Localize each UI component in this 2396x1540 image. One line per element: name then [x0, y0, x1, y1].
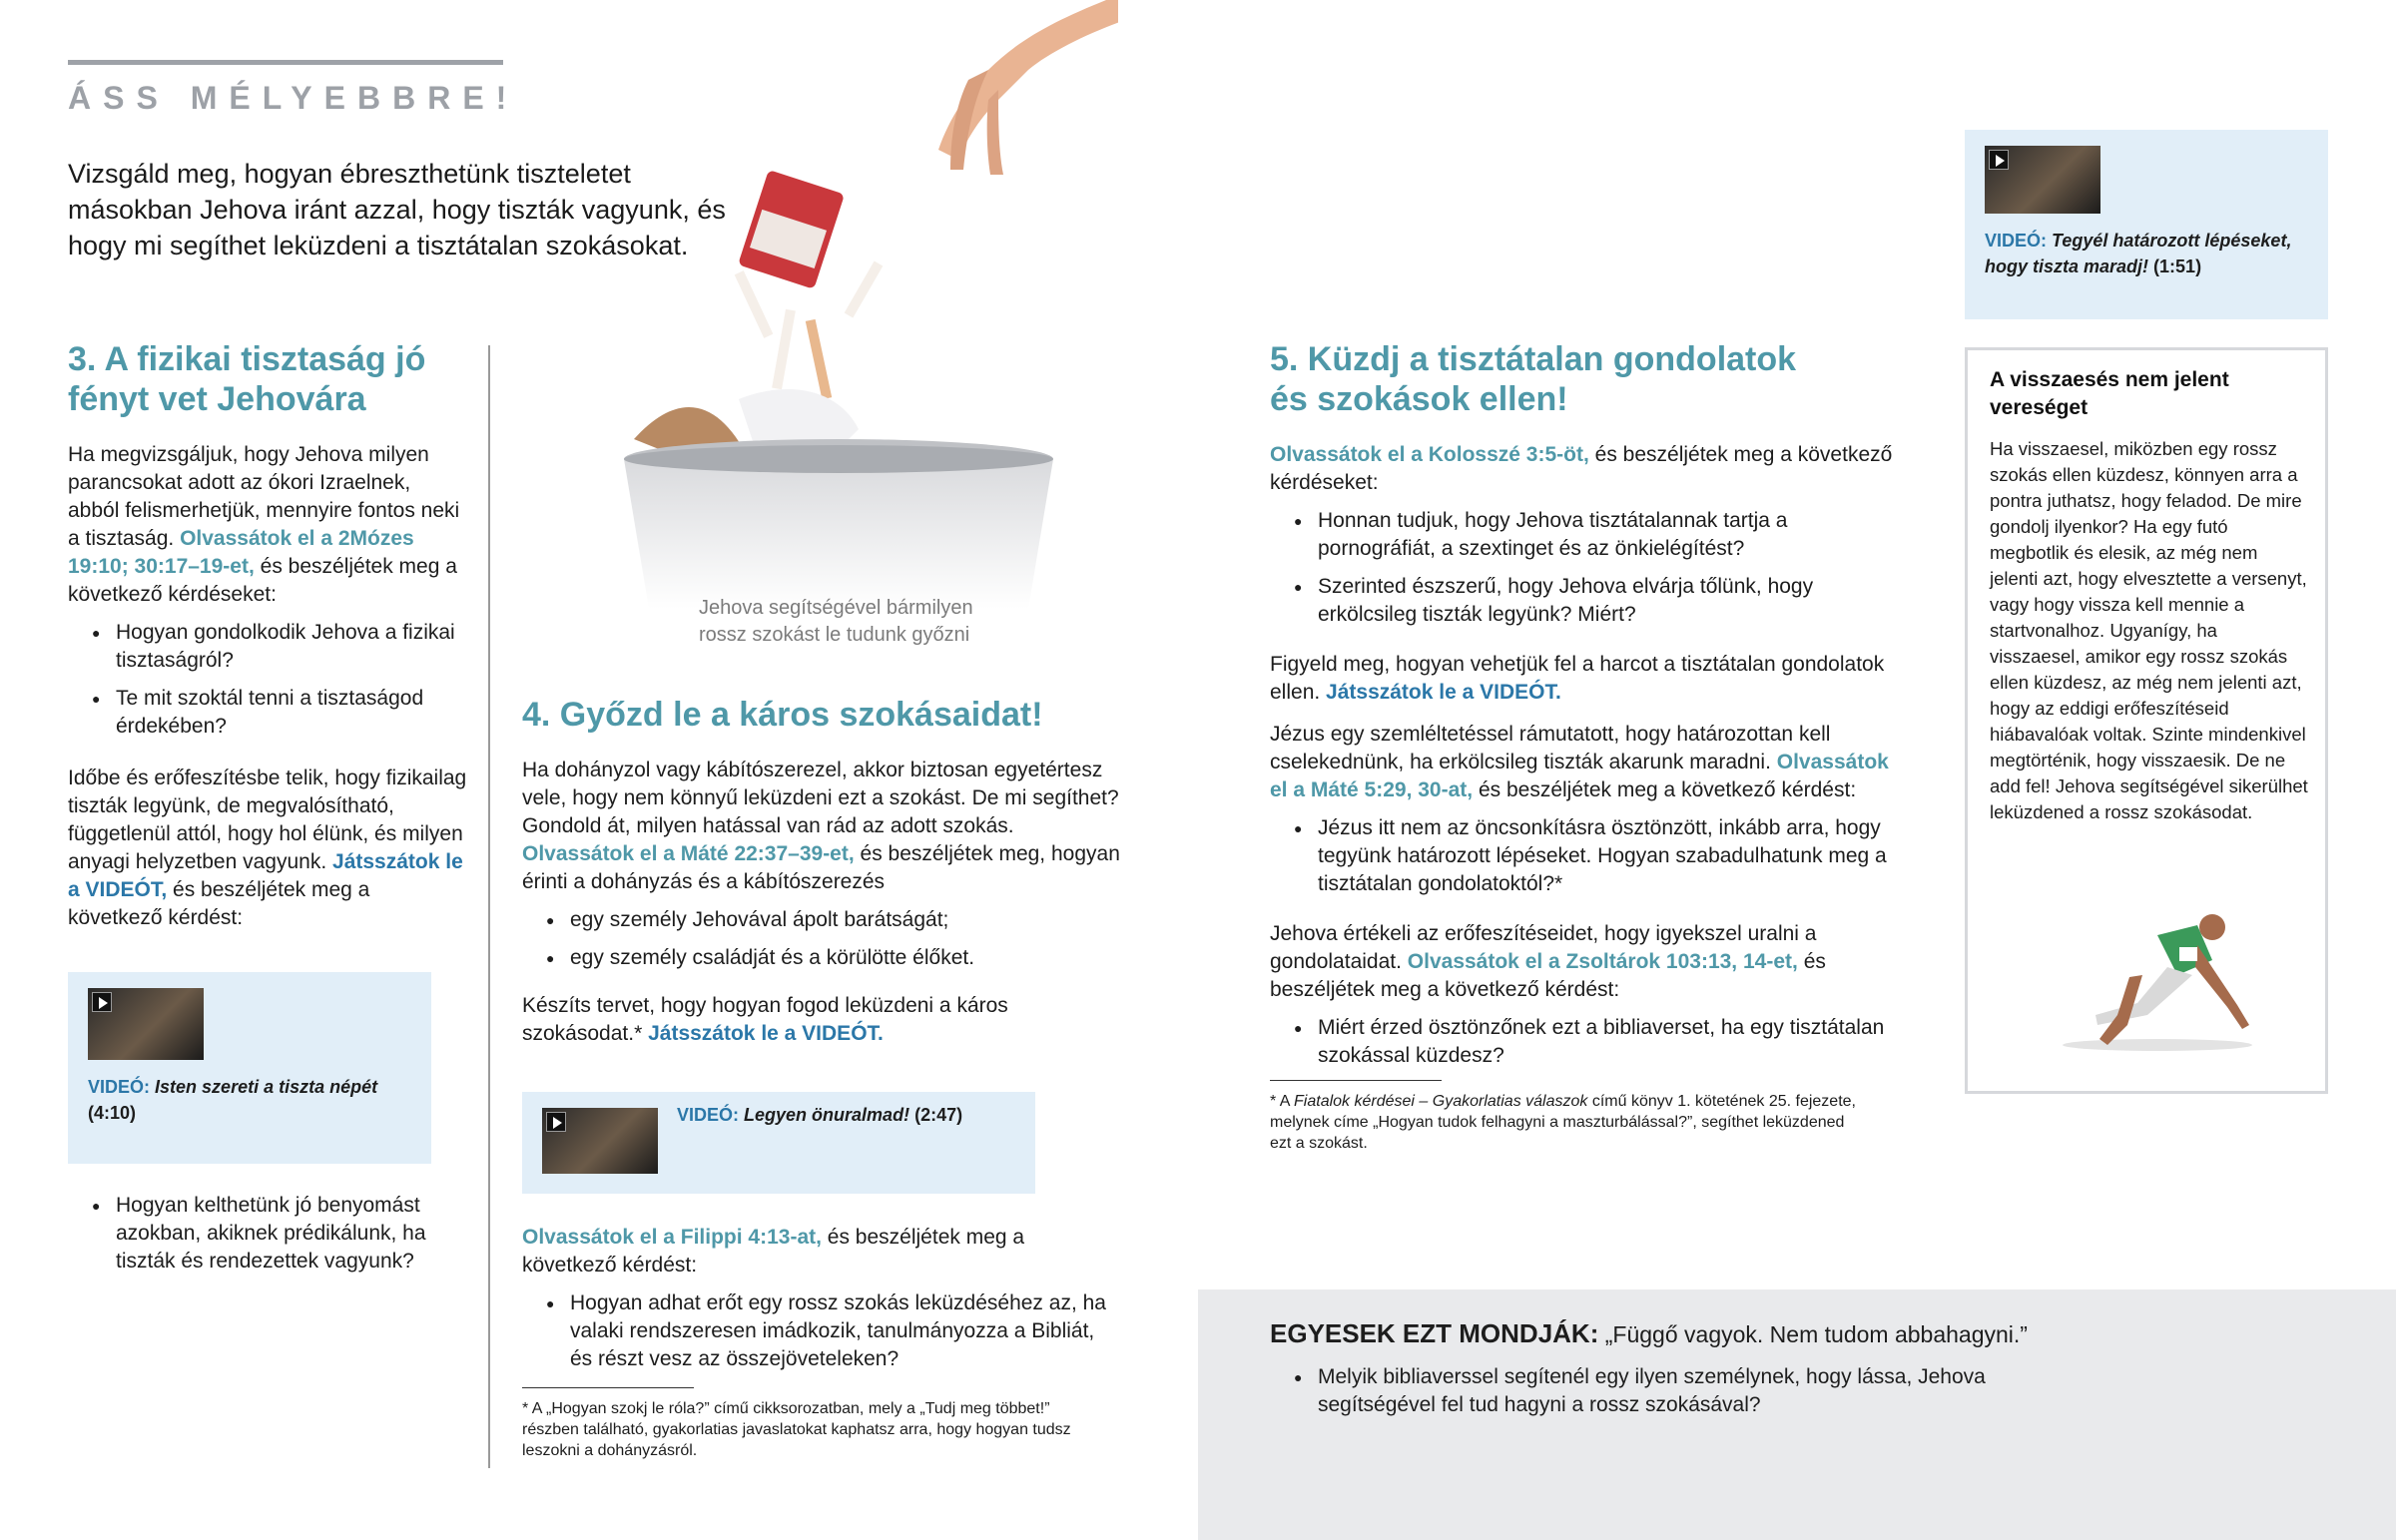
video-title[interactable]: Tegyél határozott lépéseket, hogy tiszta maradj!	[1985, 231, 2292, 276]
some-say-questions	[1270, 1353, 1989, 1419]
video-duration: (1:51)	[2153, 257, 2202, 276]
play-icon[interactable]	[1989, 150, 2009, 170]
footnote-rule	[1270, 1080, 1442, 1081]
trash-bin-illustration	[559, 0, 1118, 609]
section5-para2	[1270, 651, 1907, 707]
section3-para1-text: Ha megvizsgáljuk, hogy Jehova milyen parancsokat adott az ókori Izraelnek, abból felismerhetjük, mennyire fontos neki a tisztaság.	[68, 443, 460, 550]
section4-footnote: * A „Hogyan szokj le róla?” című cikksorozatban, mely a „Tudj meg többet!” részben található, gyakorlatias javaslatokat kaphatsz arra, hogy hogyan tudsz leszokni a dohányzásról.	[522, 1400, 1071, 1459]
video-thumbnail[interactable]	[88, 988, 204, 1060]
title-rule	[68, 60, 503, 65]
video-caption	[88, 1074, 407, 1126]
section3-para1-end: és beszéljétek meg a következő kérdéseket:	[68, 555, 457, 606]
section5-para4-text: Jehova értékeli az erőfeszítéseidet, hogy igyekszel uralni a gondolataidat.	[1270, 922, 1817, 973]
section5-heading: 5. Küzdj a tisztátalan gondolatok és szokások ellen!	[1270, 340, 1797, 418]
section5-questions	[1270, 507, 1907, 629]
scripture-link-psalms[interactable]: Olvassátok el a Zsoltárok 103:13, 14-et,	[1407, 950, 1798, 973]
section4-column	[522, 695, 1121, 1048]
video-duration: (4:10)	[88, 1103, 137, 1123]
video-caption	[677, 1102, 1026, 1128]
section3-para2-text: Időbe és erőfeszítésbe telik, hogy fizikailag tiszták legyünk, de megvalósítható, függetlenül attól, hogy hol élünk, és milyen anyagi helyzetben vagyunk.	[68, 767, 467, 873]
section5-para4-end: és beszéljétek meg a következő kérdést:	[1270, 950, 1826, 1001]
video-thumbnail[interactable]	[1985, 146, 2100, 214]
section4-para1	[522, 757, 1121, 896]
list-item: ● Hogyan kelthetünk jó benyomást azokban, akiknek prédikálunk, ha tiszták és rendezettek vagyunk?	[68, 1192, 467, 1276]
video-caption	[1985, 228, 2320, 279]
play-icon[interactable]	[546, 1112, 566, 1132]
video-duration: (2:47)	[914, 1105, 963, 1125]
play-video-link[interactable]: Játsszátok le a VIDEÓT.	[648, 1022, 884, 1045]
section4-para2-text: Készíts tervet, hogy hogyan fogod leküzdeni a káros szokásodat.*	[522, 994, 1008, 1045]
section3-heading: 3. A fizikai tisztaság jó fényt vet Jehovára	[68, 340, 426, 418]
section5-para3	[1270, 721, 1907, 804]
footnote-book-title: Fiatalok kérdései – Gyakorlatias válaszok	[1294, 1093, 1588, 1110]
sidebar-title: A visszaesés nem jelent vereséget	[1990, 368, 2229, 419]
list-item: ● egy személy Jehovával ápolt barátságát;	[522, 906, 1121, 934]
video-label: VIDEÓ:	[88, 1077, 151, 1097]
video-title[interactable]: Isten szereti a tiszta népét	[155, 1077, 378, 1097]
section5-questions-2	[1270, 814, 1907, 898]
section5-para3-end: és beszéljétek meg a következő kérdést:	[1478, 778, 1857, 801]
section5-footnote	[1270, 1091, 1869, 1154]
video-title[interactable]: Legyen önuralmad!	[744, 1105, 910, 1125]
footnote-post: című könyv 1. kötetének 25. fejezete, melynek címe „Hogyan tudok felhagyni a maszturbálással?”, segíthet leküzdened ezt a szokást.	[1270, 1093, 1856, 1152]
some-say-label: EGYESEK EZT MONDJÁK:	[1270, 1318, 1599, 1348]
section5-para1-end: és beszéljétek meg a következő kérdéseket:	[1270, 443, 1893, 494]
section5-para4	[1270, 920, 1907, 1004]
stumbling-runner-illustration	[2038, 905, 2277, 1055]
section3-para2	[68, 765, 467, 932]
scripture-link-matthew5[interactable]: Olvassátok el a Máté 5:29, 30-at,	[1270, 751, 1889, 801]
section4-para1-end: és beszéljétek meg, hogyan érinti a dohányzás és a kábítószerezés	[522, 842, 1120, 893]
column-divider	[488, 345, 490, 1468]
section3-column	[68, 339, 467, 932]
list-item: ● Hogyan gondolkodik Jehova a fizikai tisztaságról?	[68, 619, 467, 675]
video-label: VIDEÓ:	[677, 1105, 740, 1125]
some-say-line	[1270, 1317, 2268, 1350]
sidebar-text: Ha visszaesel, miközben egy rossz szokás ellen küzdesz, könnyen arra a pontra juthatsz, hogy feladod. De mire gondolj ilyenkor? Ha egy futó megbotlik és elesik, az még nem jelenti azt, hogy elvesztette a versenyt, vagy hogy vissza kell mennie a startvonalhoz. Ugyanígy, ha visszaesel, amikor egy rossz szokás ellen küzdesz, az még nem jelenti azt, hogy az eddigi erőfeszítéseid hiábavalóak voltak. Szinte mindenkivel megtörténik, hogy visszaesik. De ne add fel! Jehova segítségével sikerülhet leküzdened a rossz szokásodat.	[1990, 438, 2308, 822]
section5-questions-3	[1270, 1014, 1907, 1070]
list-item: ● Miért érzed ösztönzőnek ezt a bibliaverset, ha egy tisztátalan szokással küzdesz?	[1270, 1014, 1907, 1070]
video-card-clean-people[interactable]	[68, 972, 431, 1164]
section5-column	[1270, 339, 1907, 1154]
section-title: ÁSS MÉLYEBBRE!	[68, 80, 519, 116]
scripture-link-exodus[interactable]: Olvassátok el a 2Mózes 19:10; 30:17–19-et,	[68, 527, 414, 578]
section4-para1-text: Ha dohányzol vagy kábítószerezel, akkor biztosan egyetértesz vele, hogy nem könnyű leküzdeni ezt a szokást. De mi segíthet? Gondold át, milyen hatással van rád az adott szokás.	[522, 759, 1119, 837]
list-item: ● Melyik bibliaverssel segítenél egy ilyen személynek, hogy lássa, Jehova segítségével fel tud hagyni a rossz szokásával?	[1270, 1363, 1989, 1419]
list-item: ● egy személy családját és a körülötte élőket.	[522, 944, 1121, 972]
scripture-link-matthew22[interactable]: Olvassátok el a Máté 22:37–39-et,	[522, 842, 855, 865]
footnote-rule	[522, 1387, 694, 1388]
list-item: ● Te mit szoktál tenni a tisztaságod érdekében?	[68, 685, 467, 741]
section4-para3	[522, 1224, 1121, 1280]
section4-questions	[522, 1289, 1121, 1373]
some-say-band	[1198, 1289, 2396, 1540]
video-label: VIDEÓ:	[1985, 231, 2048, 251]
sidebar-box	[1965, 347, 2328, 1094]
section3-questions-2	[68, 1182, 467, 1276]
play-icon[interactable]	[92, 992, 112, 1012]
some-say-quote: „Függő vagyok. Nem tudom abbahagyni.”	[1604, 1321, 2028, 1347]
video-thumbnail[interactable]	[542, 1108, 658, 1174]
section3-questions	[68, 619, 467, 741]
section5-para3-text: Jézus egy szemléltetéssel rámutatott, hogy határozottan kell cselekednünk, ha erkölcsileg tiszták akarunk maradni.	[1270, 723, 1831, 773]
section4-lower	[522, 1224, 1121, 1461]
video-card-firm-steps[interactable]	[1965, 130, 2328, 319]
list-item: ● Szerinted észszerű, hogy Jehova elvárja tőlünk, hogy erkölcsileg tiszták legyünk? Miért?	[1270, 573, 1907, 629]
footnote-pre: * A	[1270, 1093, 1290, 1110]
scripture-link-philippians[interactable]: Olvassátok el a Filippi 4:13-at,	[522, 1226, 822, 1249]
section4-para3-end: és beszéljétek meg a következő kérdést:	[522, 1226, 1025, 1277]
section4-points	[522, 906, 1121, 972]
intro-text: Vizsgáld meg, hogyan ébreszthetünk tiszteletet másokban Jehova iránt azzal, hogy tiszták vagyunk, és hogy mi segíthet leküzdeni a tisztátalan szokásokat.	[68, 159, 726, 260]
play-video-link[interactable]: Játsszátok le a VIDEÓT.	[1326, 681, 1561, 704]
video-card-self-control[interactable]	[522, 1092, 1035, 1194]
list-item: ● Jézus itt nem az öncsonkításra ösztönzött, inkább arra, hogy tegyünk határozott lépéseket. Hogyan szabadulhatunk meg a tisztátalan gondolatoktól?*	[1270, 814, 1907, 898]
section5-para2-text: Figyeld meg, hogyan vehetjük fel a harcot a tisztátalan gondolatok ellen.	[1270, 653, 1885, 704]
section4-para2	[522, 992, 1121, 1048]
section3-para1	[68, 441, 467, 609]
scripture-link-colossians[interactable]: Olvassátok el a Kolosszé 3:5-öt,	[1270, 443, 1589, 466]
section4-heading: 4. Győzd le a káros szokásaidat!	[522, 696, 1043, 734]
play-video-link[interactable]: Játsszátok le a VIDEÓT,	[68, 850, 463, 901]
section5-para1	[1270, 441, 1907, 497]
list-item: ● Honnan tudjuk, hogy Jehova tisztátalannak tartja a pornográfiát, a szextinget és az önkielégítést?	[1270, 507, 1907, 563]
section3-para2-end: és beszéljétek meg a következő kérdést:	[68, 878, 370, 929]
image-caption: Jehova segítségével bármilyen rossz szokást le tudunk győzni	[699, 597, 973, 646]
list-item: ● Hogyan adhat erőt egy rossz szokás leküzdéséhez az, ha valaki rendszeresen imádkozik, tanulmányozza a Bibliát, és részt vesz az összejöveteleken?	[522, 1289, 1121, 1373]
